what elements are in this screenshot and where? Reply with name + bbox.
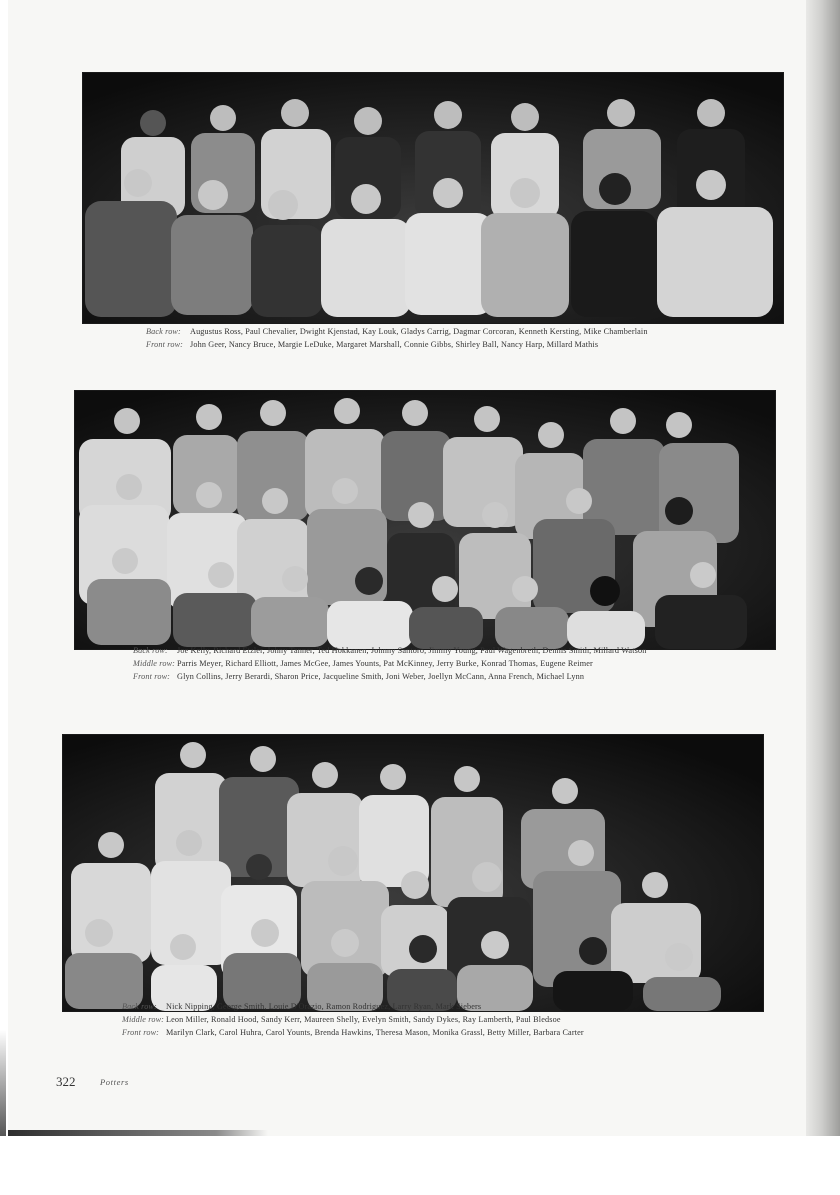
group-photo-2 [74,390,776,650]
section-title: Potters [100,1077,129,1087]
caption-row [122,1013,722,1026]
row-names: Joe Kelly, Richard Etzler, Johny Tanner, Ted Hokkanen, Johnny Santoro, Jimmy Young, Paul Wagenbreth, Dennis Smith, Millard Watson [177,646,647,655]
row-names: Leon Miller, Ronald Hood, Sandy Kerr, Maureen Shelly, Evelyn Smith, Sandy Dykes, Ray Lamberth, Paul Bledsoe [166,1015,561,1024]
caption-group-3 [122,1000,722,1039]
group-photo-2-figures [75,391,775,649]
row-label: Middle row: [133,659,176,668]
row-names: Nick Nipping, George Smith, Louie D'Orazio, Ramon Rodriguez, Larry Ryan, Mark Siebers [166,1002,482,1011]
row-label: Back row: [122,1002,157,1011]
row-names: John Geer, Nancy Bruce, Margie LeDuke, Margaret Marshall, Connie Gibbs, Shirley Ball, Nancy Harp, Millard Mathis [190,340,599,349]
row-label: Front row: [146,340,184,349]
row-label: Front row: [122,1028,160,1037]
caption-group-2 [133,644,713,683]
row-label: Back row: [133,646,168,655]
page-number: 322 [56,1074,76,1089]
group-photo-1-figures [83,73,783,323]
row-label: Front row: [133,672,171,681]
caption-row [133,657,713,670]
caption-row [122,1000,722,1013]
row-label: Middle row: [122,1015,165,1024]
group-photo-1 [82,72,784,324]
group-photo-3-figures [63,735,763,1011]
caption-row [133,644,713,657]
row-names: Augustus Ross, Paul Chevalier, Dwight Kjenstad, Kay Louk, Gladys Carrig, Dagmar Corcoran, Kenneth Kersting, Mike Chamberlain [190,327,648,336]
caption-row [133,670,713,683]
book-spine-shadow [806,0,840,1136]
row-names: Glyn Collins, Jerry Berardi, Sharon Price, Jacqueline Smith, Joni Weber, Joellyn McCann, Anna French, Michael Lynn [177,672,585,681]
group-photo-3 [62,734,764,1012]
page-bottom-edge [8,1130,268,1136]
row-names: Marilyn Clark, Carol Huhra, Carol Younts, Brenda Hawkins, Theresa Mason, Monika Grassl, Betty Miller, Barbara Carter [166,1028,584,1037]
page-left-edge [0,1030,6,1136]
row-label: Back row: [146,327,181,336]
caption-row [122,1026,722,1039]
caption-group-1 [146,325,766,351]
caption-row [146,338,766,351]
row-names: Parris Meyer, Richard Elliott, James McGee, James Younts, Pat McKinney, Jerry Burke, Konrad Thomas, Eugene Reimer [177,659,593,668]
caption-row [146,325,766,338]
